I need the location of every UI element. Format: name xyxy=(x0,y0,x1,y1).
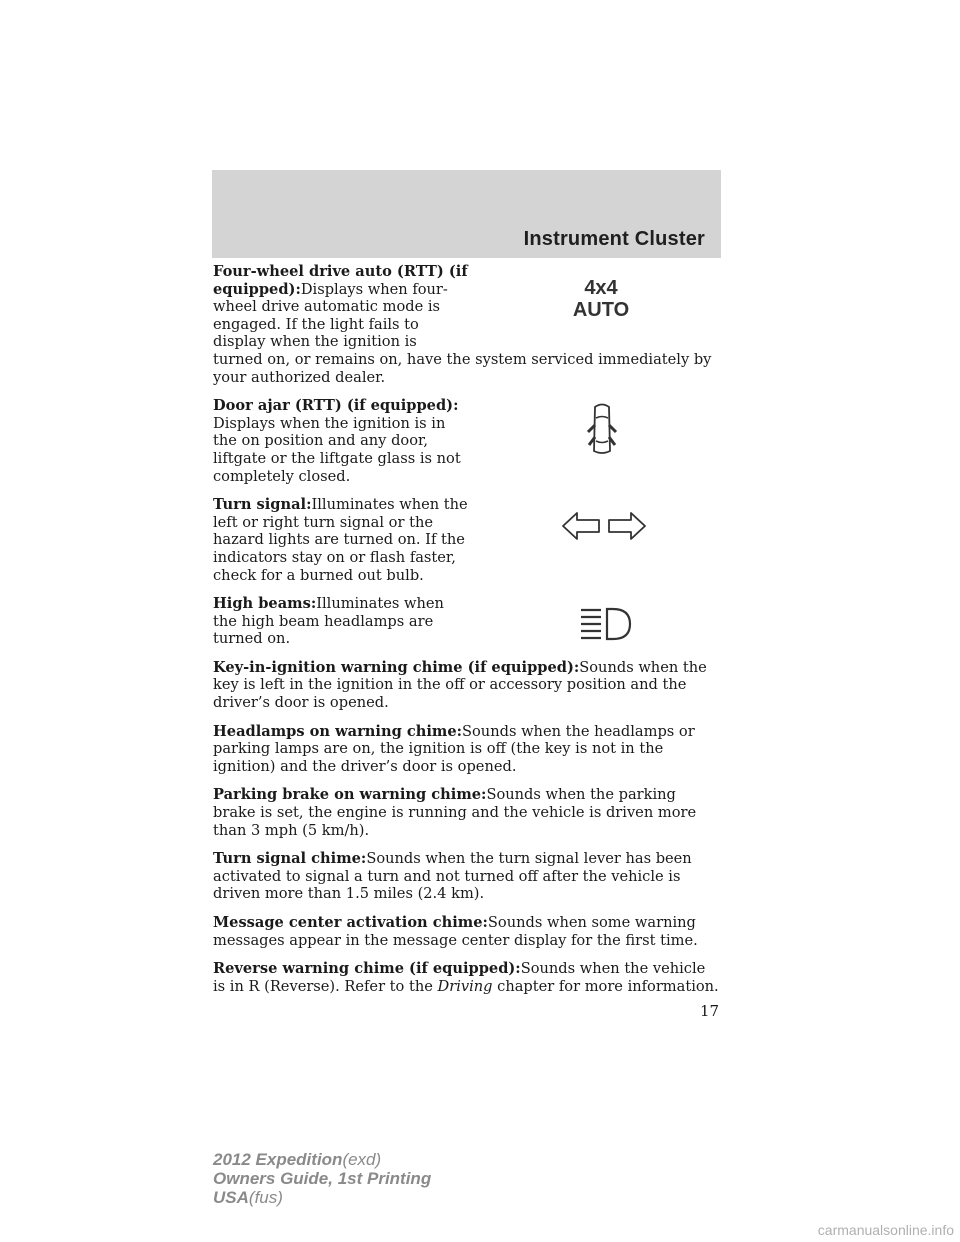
description-reverse-chime: Sounds when the vehicle is in R (Reverse). Refer to the xyxy=(213,960,706,995)
term-parking-brake-chime: Parking brake on warning chime: xyxy=(213,786,487,804)
section-header-band xyxy=(212,170,721,258)
watermark: carmanualsonline.info xyxy=(817,1222,954,1238)
description-door-ajar: Displays when the ignition is in the on position and any door, liftgate or the liftgate glass is not completely closed. xyxy=(213,414,461,485)
section-title: Instrument Cluster xyxy=(523,228,705,250)
description-turn-signal-chime: Sounds when the turn signal lever has been activated to signal a turn and not turned off after the vehicle is driven more than 1.5 miles (2.4 km). xyxy=(213,850,692,903)
description-parking-brake-chime: Sounds when the parking brake is set, the engine is running and the vehicle is driven more than 3 mph (5 km/h). xyxy=(213,786,697,839)
section-reverse-chime xyxy=(213,960,721,995)
footer-model: 2012 Expedition xyxy=(213,1150,343,1169)
section-key-in-ignition-chime xyxy=(213,659,721,712)
four-wheel-drive-auto-icon: 4x4 AUTO xyxy=(572,277,630,321)
description-reverse-chime-end: chapter for more information. xyxy=(492,977,719,995)
term-high-beams: High beams: xyxy=(213,595,317,613)
footer-market-code: (fus) xyxy=(248,1188,283,1207)
description-key-in-ignition: Sounds when the key is left in the ignition in the off or accessory position and the driver’s door is opened. xyxy=(213,658,707,712)
turn-signal-icon xyxy=(561,510,647,542)
term-turn-signal: Turn signal: xyxy=(213,496,312,514)
section-turn-signal xyxy=(213,496,721,584)
high-beam-icon xyxy=(577,606,633,642)
term-message-center-chime: Message center activation chime: xyxy=(213,914,488,931)
document-footer xyxy=(213,1150,431,1207)
footer-printing: Owners Guide, 1st Printing xyxy=(213,1169,432,1188)
description-message-center-chime: Sounds when some warning messages appear in the message center display for the first time. xyxy=(213,914,698,949)
page-number: 17 xyxy=(700,1002,720,1020)
term-reverse-chime: Reverse warning chime (if equipped): xyxy=(213,960,521,978)
footer-market: USA xyxy=(213,1188,249,1207)
term-four-wheel-drive: Four-wheel drive auto (RTT) (if equipped): xyxy=(213,263,468,298)
page-content xyxy=(213,263,721,1006)
term-key-in-ignition: Key-in-ignition warning chime (if equipped): xyxy=(213,658,580,676)
term-headlamps-chime: Headlamps on warning chime: xyxy=(213,722,463,740)
section-turn-signal-chime xyxy=(213,850,721,903)
section-four-wheel-drive-auto xyxy=(213,263,721,386)
description-four-wheel-drive: Displays when four-wheel drive automatic mode is engaged. If the light fails to display when the ignition is turned on, or remains on, have the system serviced immediately by your authorized dealer. xyxy=(213,280,712,386)
term-turn-signal-chime: Turn signal chime: xyxy=(213,850,367,868)
section-door-ajar xyxy=(213,397,721,485)
footer-model-code: (exd) xyxy=(342,1150,382,1169)
description-headlamps-chime: Sounds when the headlamps or parking lamps are on, the ignition is off (the key is not in the ignition) and the driver’s door is opened. xyxy=(213,722,695,775)
door-ajar-icon xyxy=(585,401,619,457)
term-door-ajar: Door ajar (RTT) (if equipped): xyxy=(213,397,459,415)
description-high-beams: Illuminates when the high beam headlamps are turned on. xyxy=(213,595,444,648)
description-turn-signal: Illuminates when the left or right turn signal or the hazard lights are turned on. If the indicators stay on or flash faster, check for a burned out bulb. xyxy=(213,496,468,584)
section-headlamps-chime xyxy=(213,723,721,776)
section-high-beams xyxy=(213,595,721,648)
section-message-center-chime xyxy=(213,914,721,949)
chapter-reference: Driving xyxy=(437,977,493,995)
section-parking-brake-chime xyxy=(213,786,721,839)
